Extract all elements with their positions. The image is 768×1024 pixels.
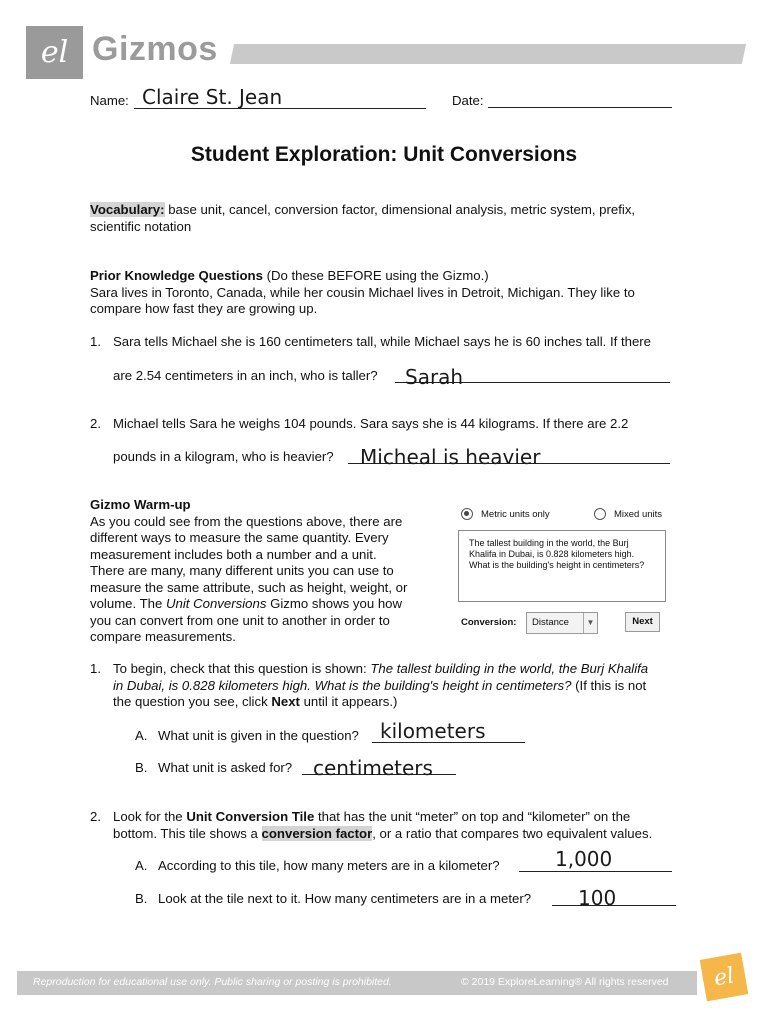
metric-units-radio[interactable]: [461, 508, 473, 520]
activity-q1-part: until it appears.): [299, 694, 398, 709]
q1a-answer: kilometers: [380, 719, 486, 743]
metric-units-label: Metric units only: [481, 509, 550, 520]
explorelearning-logo: [26, 26, 83, 79]
activity-q1-text: [113, 661, 693, 711]
name-field[interactable]: [134, 84, 426, 109]
warmup-line: There are many, many different units you can use to: [90, 563, 394, 578]
q2b-answer: 100: [578, 886, 617, 910]
q2a-text: According to this tile, how many meters are in a kilometer?: [158, 858, 500, 873]
warmup-line: measure the same attribute, such as height, weight, or: [90, 579, 408, 595]
next-button[interactable]: Next: [625, 612, 660, 632]
vocabulary-label: Vocabulary:: [90, 202, 165, 217]
vocabulary-text-1: base unit, cancel, conversion factor, dimensional analysis, metric system, prefix,: [168, 202, 636, 217]
warmup-section: [90, 497, 435, 646]
activity-q2-part: Look for the: [113, 809, 187, 824]
q1b-text: What unit is asked for?: [158, 760, 293, 775]
name-value: Claire St. Jean: [142, 85, 283, 109]
activity-q1-part: To begin, check that this question is shown:: [113, 661, 371, 676]
activity-q1-italic: in Dubai, is 0.828 kilometers high. What is the building's height in centimeters?: [113, 677, 572, 693]
prior-q1-answer-field[interactable]: [395, 364, 670, 389]
prior-heading-note: (Do these BEFORE using the Gizmo.): [266, 268, 489, 283]
q2a-answer: 1,000: [555, 847, 613, 871]
prior-q2-answer-field[interactable]: [348, 444, 670, 469]
q2b-answer-field[interactable]: [552, 886, 676, 910]
brand-title: Gizmos: [92, 30, 218, 68]
q2b-text: Look at the tile next to it. How many centimeters are in a meter?: [158, 891, 532, 906]
footer-bar: [17, 971, 697, 995]
conversion-value: Distance: [532, 617, 569, 628]
conversion-select[interactable]: [526, 612, 598, 634]
footer-copyright: © 2019 ExploreLearning® All rights reserved: [461, 976, 669, 988]
activity-q2-text: [113, 809, 693, 842]
q2a-letter: A.: [135, 858, 148, 873]
prior-q2-number: 2.: [90, 416, 101, 431]
vocabulary-text-2: scientific notation: [90, 218, 192, 234]
warmup-gizmo-name: Unit Conversions: [166, 596, 267, 611]
prior-q2-answer: Micheal is heavier: [360, 445, 541, 469]
prior-q1-answer: Sarah: [405, 365, 464, 389]
conversion-label: Conversion:: [461, 617, 517, 628]
footer-notice: Reproduction for educational use only. Public sharing or posting is prohibited.: [33, 976, 392, 988]
prior-q1-line1: Sara tells Michael she is 160 centimeters tall, while Michael says he is 60 inches tall. If there: [113, 334, 652, 349]
q1b-answer: centimeters: [313, 756, 433, 780]
q2a-answer-field[interactable]: [519, 847, 672, 872]
warmup-line: different ways to measure the same quantity. Every: [90, 530, 389, 545]
chevron-down-icon: ▼: [583, 613, 597, 633]
activity-q1-next-word: Next: [271, 694, 300, 709]
gizmo-question-line: What is the building's height in centimeters?: [469, 560, 645, 570]
gizmo-question-line: The tallest building in the world, the Burj: [469, 538, 629, 548]
q1b-answer-field[interactable]: [302, 756, 456, 780]
logo-glyph: el: [40, 35, 69, 70]
warmup-line: compare measurements.: [90, 629, 236, 644]
warmup-line: measurement includes both a number and a unit.: [90, 546, 377, 562]
prior-q2-line2: pounds in a kilogram, who is heavier?: [113, 449, 334, 464]
q1a-text: What unit is given in the question?: [158, 728, 359, 743]
warmup-line-6a: volume. The: [90, 596, 166, 611]
date-field[interactable]: [488, 92, 672, 108]
prior-knowledge-section: [90, 268, 710, 318]
header-bar: [230, 44, 746, 64]
activity-q2-number: 2.: [90, 809, 101, 824]
activity-q2-highlight: conversion factor: [261, 825, 373, 841]
prior-heading: Prior Knowledge Questions: [90, 268, 263, 283]
warmup-line-6b: Gizmo shows you how: [266, 596, 403, 611]
footer-logo: [700, 953, 749, 1002]
q1a-answer-field[interactable]: [372, 719, 525, 743]
prior-intro-1: Sara lives in Toronto, Canada, while her cousin Michael lives in Detroit, Michigan. They like to: [90, 284, 635, 300]
prior-q1-number: 1.: [90, 334, 101, 349]
gizmo-question-box: [458, 530, 666, 602]
page-title: Student Exploration: Unit Conversions: [190, 143, 578, 166]
prior-q1-line2: are 2.54 centimeters in an inch, who is taller?: [113, 368, 378, 383]
prior-q2-line1: Michael tells Sara he weighs 104 pounds. Sara says she is 44 kilograms. If there are 2.2: [113, 416, 629, 431]
mixed-units-label: Mixed units: [614, 509, 663, 520]
gizmo-question-line: Khalifa in Dubai, is 0.828 kilometers high.: [469, 549, 635, 559]
activity-q1-part: (If this is not: [571, 677, 647, 693]
date-label: Date:: [452, 93, 484, 108]
vocabulary-section: [90, 202, 690, 235]
name-label: Name:: [90, 93, 129, 108]
activity-q1-part: the question you see, click: [113, 694, 272, 709]
mixed-units-radio[interactable]: [594, 508, 606, 520]
warmup-line: you can convert from one unit to another in order to: [90, 612, 390, 628]
activity-q2-part: that has the unit “meter” on top and “kilometer” on the: [314, 809, 631, 824]
activity-q1-number: 1.: [90, 661, 101, 676]
warmup-line: As you could see from the questions above, there are: [90, 513, 403, 529]
footer-logo-glyph: el: [711, 962, 737, 992]
activity-q2-bold: Unit Conversion Tile: [186, 809, 315, 824]
warmup-heading: Gizmo Warm-up: [90, 497, 191, 512]
q2b-letter: B.: [135, 891, 148, 906]
q1a-letter: A.: [135, 728, 148, 743]
q1b-letter: B.: [135, 760, 148, 775]
activity-q2-part: , or a ratio that compares two equivalent values.: [372, 825, 653, 841]
activity-q1-italic: The tallest building in the world, the Burj Khalifa: [370, 661, 649, 676]
prior-intro-2: compare how fast they are growing up.: [90, 301, 318, 316]
activity-q2-part: bottom. This tile shows a: [113, 825, 262, 841]
